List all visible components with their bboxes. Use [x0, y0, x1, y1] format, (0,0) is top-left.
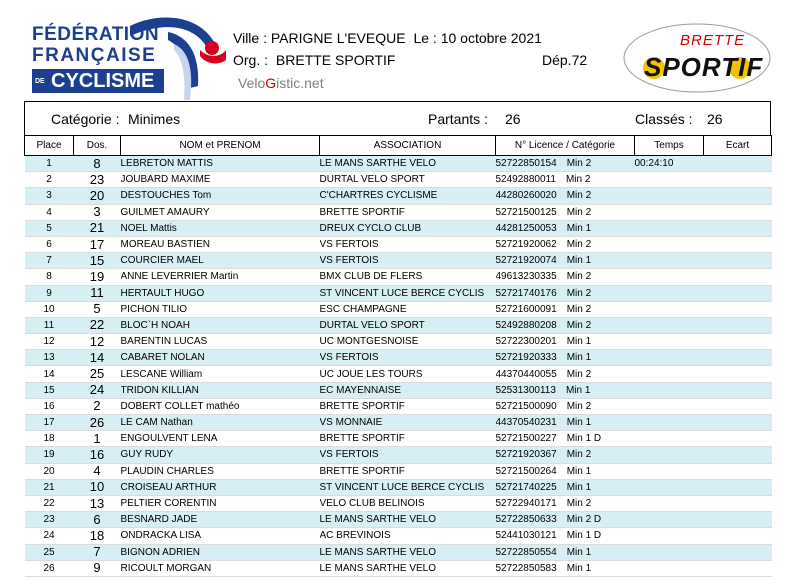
cell-temps	[635, 317, 704, 333]
table-row	[25, 253, 772, 269]
licence-category: Min 1	[566, 336, 592, 348]
table-row	[25, 544, 772, 560]
licence-number: 44281250053	[495, 222, 557, 234]
cell-temps	[635, 204, 704, 220]
table-row	[25, 382, 772, 398]
cell-association: LE MANS SARTHE VELO	[320, 512, 496, 528]
table-row	[25, 463, 772, 479]
licence-number: 52721920062	[495, 239, 557, 251]
licence-category: Min 1	[566, 255, 592, 267]
cell-licence	[496, 447, 635, 463]
cell-licence	[496, 528, 635, 544]
cell-place: 8	[25, 269, 74, 285]
cell-nom: LESCANE William	[121, 366, 320, 382]
cell-dossard: 24	[74, 382, 121, 398]
cell-ecart	[704, 447, 772, 463]
licence-category: Min 2	[566, 498, 592, 510]
table-row	[25, 188, 772, 204]
cell-temps	[635, 415, 704, 431]
cell-dossard: 26	[74, 415, 121, 431]
licence-number: 52721500264	[495, 465, 557, 477]
cell-place: 10	[25, 301, 74, 317]
cell-association: VS FERTOIS	[320, 236, 496, 252]
licence-number: 52721500227	[495, 433, 557, 445]
cell-temps	[635, 172, 704, 188]
cell-association: BRETTE SPORTIF	[320, 463, 496, 479]
cell-nom: DESTOUCHES Tom	[121, 188, 320, 204]
table-row	[25, 431, 772, 447]
cell-licence	[496, 431, 635, 447]
licence-category: Min 1	[566, 222, 592, 234]
cell-ecart	[704, 544, 772, 560]
header-temps: Temps	[635, 136, 704, 156]
cell-licence	[496, 269, 635, 285]
cell-association: DURTAL VELO SPORT	[320, 317, 496, 333]
licence-category: Min 2	[566, 303, 592, 315]
cell-ecart	[704, 269, 772, 285]
brette-sportif-logo	[622, 22, 772, 94]
licence-category: Min 2	[566, 449, 592, 461]
cell-association: ESC CHAMPAGNE	[320, 301, 496, 317]
cell-place: 19	[25, 447, 74, 463]
cell-temps	[635, 301, 704, 317]
cell-ecart	[704, 301, 772, 317]
cell-ecart	[704, 188, 772, 204]
cell-place: 18	[25, 431, 74, 447]
cell-place: 20	[25, 463, 74, 479]
date-label: Le :	[413, 30, 437, 46]
cell-nom: CABARET NOLAN	[121, 350, 320, 366]
cell-dossard: 21	[74, 220, 121, 236]
cell-dossard: 25	[74, 366, 121, 382]
cell-temps	[635, 220, 704, 236]
cell-association: C'CHARTRES CYCLISME	[320, 188, 496, 204]
licence-number: 49613230335	[495, 271, 557, 283]
cell-temps	[635, 479, 704, 495]
cell-ecart	[704, 317, 772, 333]
cell-temps	[635, 398, 704, 414]
cell-ecart	[704, 156, 772, 172]
cell-place: 15	[25, 382, 74, 398]
licence-category: Min 1	[566, 417, 592, 429]
cell-place: 25	[25, 544, 74, 560]
table-row	[25, 512, 772, 528]
licence-number: 52721740176	[495, 287, 557, 299]
cell-association: AC BREVINOIS	[320, 528, 496, 544]
cell-nom: COURCIER MAEL	[121, 253, 320, 269]
cell-ecart	[704, 366, 772, 382]
cell-licence	[496, 236, 635, 252]
cell-place: 12	[25, 334, 74, 350]
table-row	[25, 172, 772, 188]
licence-number: 52722940171	[495, 498, 557, 510]
cell-dossard: 11	[74, 285, 121, 301]
classes-value: 26	[707, 111, 723, 127]
ffc-logo-bar	[32, 69, 164, 93]
org-label: Org. :	[233, 52, 269, 68]
cell-temps	[635, 382, 704, 398]
cell-place: 13	[25, 350, 74, 366]
cell-licence	[496, 479, 635, 495]
table-row	[25, 366, 772, 382]
licence-number: 52531300113	[495, 384, 556, 396]
velogistic-b: G	[265, 75, 277, 91]
cell-nom: BARENTIN LUCAS	[121, 334, 320, 350]
cell-nom: GUILMET AMAURY	[121, 204, 320, 220]
cell-dossard: 8	[74, 156, 121, 172]
departement: Dép.72	[542, 52, 588, 68]
cell-dossard: 2	[74, 398, 121, 414]
ffc-logo-cyclisme: CYCLISME	[51, 70, 155, 92]
cell-dossard: 3	[74, 204, 121, 220]
org-value: BRETTE SPORTIF	[275, 52, 396, 68]
cell-ecart	[704, 512, 772, 528]
licence-category: Min 2	[566, 206, 592, 218]
licence-category: Min 2	[566, 368, 592, 380]
licence-category: Min 2	[566, 400, 592, 412]
cell-dossard: 1	[74, 431, 121, 447]
cell-ecart	[704, 236, 772, 252]
cell-temps	[635, 447, 704, 463]
cell-place: 24	[25, 528, 74, 544]
licence-number: 52722300201	[495, 336, 557, 348]
cell-dossard: 22	[74, 317, 121, 333]
header-nom: NOM et PRENOM	[121, 136, 320, 156]
cell-ecart	[704, 285, 772, 301]
cell-licence	[496, 415, 635, 431]
cell-temps	[635, 236, 704, 252]
cell-ecart	[704, 204, 772, 220]
cell-dossard: 4	[74, 463, 121, 479]
ville-value: PARIGNE L'EVEQUE	[270, 30, 406, 46]
cell-nom: PICHON TILIO	[121, 301, 320, 317]
cell-temps	[635, 366, 704, 382]
cell-dossard: 10	[74, 479, 121, 495]
category-label: Catégorie :	[51, 111, 120, 127]
cell-nom: DOBERT COLLET mathéo	[121, 398, 320, 414]
cell-nom: CROISEAU ARTHUR	[121, 479, 320, 495]
licence-number: 52492880208	[495, 319, 557, 331]
brette-logo-line2: SPORTIF	[644, 52, 764, 82]
cell-association: ST VINCENT LUCE BERCE CYCLIS	[320, 285, 496, 301]
velogistic-link[interactable]	[238, 75, 324, 91]
header-dossard: Dos.	[74, 136, 121, 156]
cell-temps	[635, 334, 704, 350]
cell-place: 4	[25, 204, 74, 220]
cell-association: VS FERTOIS	[320, 447, 496, 463]
licence-category: Min 2 D	[566, 514, 602, 526]
cell-nom: HERTAULT HUGO	[121, 285, 320, 301]
cell-nom: BIGNON ADRIEN	[121, 544, 320, 560]
cell-ecart	[704, 415, 772, 431]
header-ecart: Ecart	[704, 136, 772, 156]
category-value: Minimes	[128, 111, 181, 127]
cell-place: 6	[25, 236, 74, 252]
header-place: Place	[25, 136, 74, 156]
ffc-logo-line2: FRANÇAISE	[32, 45, 157, 66]
cell-place: 14	[25, 366, 74, 382]
cell-licence	[496, 350, 635, 366]
cell-licence	[496, 495, 635, 511]
licence-number: 52721740225	[495, 481, 557, 493]
table-row	[25, 495, 772, 511]
cell-ecart	[704, 431, 772, 447]
licence-number: 52722850633	[495, 514, 557, 526]
cell-nom: BLOC`H NOAH	[121, 317, 320, 333]
cell-licence	[496, 156, 635, 172]
licence-number: 44370540231	[495, 417, 557, 429]
licence-number: 52721500125	[495, 206, 557, 218]
velogistic-a: Velo	[238, 75, 266, 91]
cell-licence	[496, 544, 635, 560]
cell-association: DURTAL VELO SPORT	[320, 172, 496, 188]
cell-dossard: 12	[74, 334, 121, 350]
org-line	[233, 52, 395, 68]
cell-association: EC MAYENNAISE	[320, 382, 496, 398]
partants-value: 26	[505, 111, 521, 127]
category-box	[24, 101, 771, 136]
cell-temps	[635, 253, 704, 269]
cell-association: BRETTE SPORTIF	[320, 398, 496, 414]
cell-ecart	[704, 350, 772, 366]
cell-dossard: 7	[74, 544, 121, 560]
table-row	[25, 236, 772, 252]
results-table	[24, 135, 772, 577]
cell-nom: LEBRETON MATTIS	[121, 156, 320, 172]
ville-label: Ville :	[233, 30, 267, 46]
cell-licence	[496, 366, 635, 382]
licence-number: 52722850583	[495, 562, 557, 574]
licence-number: 52722850154	[495, 158, 557, 170]
cell-licence	[496, 301, 635, 317]
cell-nom: ANNE LEVERRIER Martin	[121, 269, 320, 285]
header-licence: N° Licence / Catégorie	[496, 136, 635, 156]
table-row	[25, 317, 772, 333]
cell-ecart	[704, 172, 772, 188]
cell-licence	[496, 188, 635, 204]
licence-category: Min 2	[566, 271, 592, 283]
licence-category: Min 1	[565, 384, 591, 396]
table-row	[25, 479, 772, 495]
cell-nom: PLAUDIN CHARLES	[121, 463, 320, 479]
licence-category: Min 2	[566, 319, 592, 331]
table-row	[25, 415, 772, 431]
cell-place: 7	[25, 253, 74, 269]
cell-licence	[496, 317, 635, 333]
licence-category: Min 2	[565, 174, 591, 186]
cell-licence	[496, 512, 635, 528]
cell-dossard: 20	[74, 188, 121, 204]
cell-nom: RICOULT MORGAN	[121, 560, 320, 576]
licence-number: 52722850554	[495, 546, 557, 558]
cell-nom: ONDRACKA LISA	[121, 528, 320, 544]
cell-association: UC JOUE LES TOURS	[320, 366, 496, 382]
table-row	[25, 220, 772, 236]
cell-association: VS MONNAIE	[320, 415, 496, 431]
cell-place: 17	[25, 415, 74, 431]
cell-place: 23	[25, 512, 74, 528]
cell-dossard: 15	[74, 253, 121, 269]
cell-dossard: 13	[74, 495, 121, 511]
cell-association: LE MANS SARTHE VELO	[320, 560, 496, 576]
table-row	[25, 204, 772, 220]
licence-category: Min 2	[566, 239, 592, 251]
cell-association: LE MANS SARTHE VELO	[320, 544, 496, 560]
cell-place: 26	[25, 560, 74, 576]
cell-nom: MOREAU BASTIEN	[121, 236, 320, 252]
cell-ecart	[704, 253, 772, 269]
cell-licence	[496, 220, 635, 236]
cell-ecart	[704, 220, 772, 236]
licence-number: 44370440055	[495, 368, 557, 380]
cell-licence	[496, 204, 635, 220]
cell-licence	[496, 172, 635, 188]
cell-nom: TRIDON KILLIAN	[121, 382, 320, 398]
classes-label: Classés :	[635, 111, 693, 127]
cell-ecart	[704, 334, 772, 350]
cell-place: 2	[25, 172, 74, 188]
cell-place: 1	[25, 156, 74, 172]
ffc-logo-line1: FÉDÉRATION	[32, 24, 160, 45]
licence-category: Min 2	[566, 190, 592, 202]
licence-category: Min 2	[566, 287, 592, 299]
cell-licence	[496, 253, 635, 269]
ville-line	[233, 30, 542, 46]
cell-association: BRETTE SPORTIF	[320, 204, 496, 220]
table-row	[25, 269, 772, 285]
cell-temps	[635, 188, 704, 204]
header-association: ASSOCIATION	[320, 136, 496, 156]
cell-temps	[635, 431, 704, 447]
cell-nom: BESNARD JADE	[121, 512, 320, 528]
cell-association: DREUX CYCLO CLUB	[320, 220, 496, 236]
licence-number: 52721920333	[495, 352, 557, 364]
cell-place: 9	[25, 285, 74, 301]
brette-logo-line1: BRETTE	[680, 32, 746, 49]
licence-category: Min 1 D	[566, 530, 602, 542]
table-row	[25, 350, 772, 366]
cell-association: ST VINCENT LUCE BERCE CYCLIS	[320, 479, 496, 495]
cell-ecart	[704, 382, 772, 398]
cell-licence	[496, 398, 635, 414]
cell-nom: NOEL Mattis	[121, 220, 320, 236]
licence-category: Min 1 D	[566, 433, 602, 445]
cell-nom: GUY RUDY	[121, 447, 320, 463]
cell-temps	[635, 350, 704, 366]
ffc-logo-de: DE	[35, 77, 45, 85]
cell-association: UC MONTGESNOISE	[320, 334, 496, 350]
cell-dossard: 6	[74, 512, 121, 528]
cell-dossard: 19	[74, 269, 121, 285]
licence-category: Min 1	[566, 465, 592, 477]
table-row	[25, 398, 772, 414]
cell-ecart	[704, 560, 772, 576]
table-row	[25, 528, 772, 544]
licence-number: 52492880011	[495, 174, 556, 186]
cell-dossard: 18	[74, 528, 121, 544]
cell-ecart	[704, 495, 772, 511]
cell-temps: 00:24:10	[635, 156, 704, 172]
licence-number: 52721600091	[495, 303, 557, 315]
licence-number: 52721500090	[495, 400, 557, 412]
cell-temps	[635, 285, 704, 301]
cell-ecart	[704, 528, 772, 544]
cell-licence	[496, 334, 635, 350]
licence-number: 52721920367	[495, 449, 557, 461]
cell-association: BRETTE SPORTIF	[320, 431, 496, 447]
cell-ecart	[704, 398, 772, 414]
cell-place: 16	[25, 398, 74, 414]
cell-licence	[496, 285, 635, 301]
licence-category: Min 1	[566, 562, 592, 574]
cell-nom: LE CAM Nathan	[121, 415, 320, 431]
table-row	[25, 447, 772, 463]
cell-association: VS FERTOIS	[320, 350, 496, 366]
cell-temps	[635, 544, 704, 560]
cell-dossard: 23	[74, 172, 121, 188]
cell-dossard: 14	[74, 350, 121, 366]
cell-association: LE MANS SARTHE VELO	[320, 156, 496, 172]
partants-label: Partants :	[428, 111, 488, 127]
cell-association: VS FERTOIS	[320, 253, 496, 269]
table-row	[25, 156, 772, 172]
cell-place: 11	[25, 317, 74, 333]
cell-ecart	[704, 479, 772, 495]
cell-association: BMX CLUB DE FLERS	[320, 269, 496, 285]
cell-place: 22	[25, 495, 74, 511]
table-row	[25, 285, 772, 301]
table-row	[25, 560, 772, 576]
cell-licence	[496, 382, 635, 398]
cell-temps	[635, 512, 704, 528]
cell-place: 3	[25, 188, 74, 204]
table-row	[25, 334, 772, 350]
cell-licence	[496, 560, 635, 576]
licence-category: Min 1	[566, 481, 592, 493]
cell-dossard: 9	[74, 560, 121, 576]
cell-nom: PELTIER CORENTIN	[121, 495, 320, 511]
cell-place: 5	[25, 220, 74, 236]
cell-temps	[635, 528, 704, 544]
cell-nom: JOUBARD MAXIME	[121, 172, 320, 188]
cell-nom: ENGOULVENT LENA	[121, 431, 320, 447]
table-header-row	[25, 136, 772, 156]
licence-category: Min 1	[566, 546, 592, 558]
licence-category: Min 1	[566, 352, 592, 364]
cell-dossard: 17	[74, 236, 121, 252]
velogistic-c: istic.net	[276, 75, 324, 91]
licence-number: 52441030121	[495, 530, 557, 542]
cell-place: 21	[25, 479, 74, 495]
cell-temps	[635, 495, 704, 511]
date-value: 10 octobre 2021	[440, 30, 542, 46]
table-row	[25, 301, 772, 317]
licence-number: 44280260020	[495, 190, 557, 202]
cell-licence	[496, 463, 635, 479]
licence-number: 52721920074	[495, 255, 557, 267]
cell-dossard: 16	[74, 447, 121, 463]
ffc-logo	[28, 14, 228, 106]
cell-temps	[635, 269, 704, 285]
cell-dossard: 5	[74, 301, 121, 317]
cell-ecart	[704, 463, 772, 479]
cell-temps	[635, 463, 704, 479]
licence-category: Min 2	[566, 158, 592, 170]
cell-temps	[635, 560, 704, 576]
cell-association: VELO CLUB BELINOIS	[320, 495, 496, 511]
